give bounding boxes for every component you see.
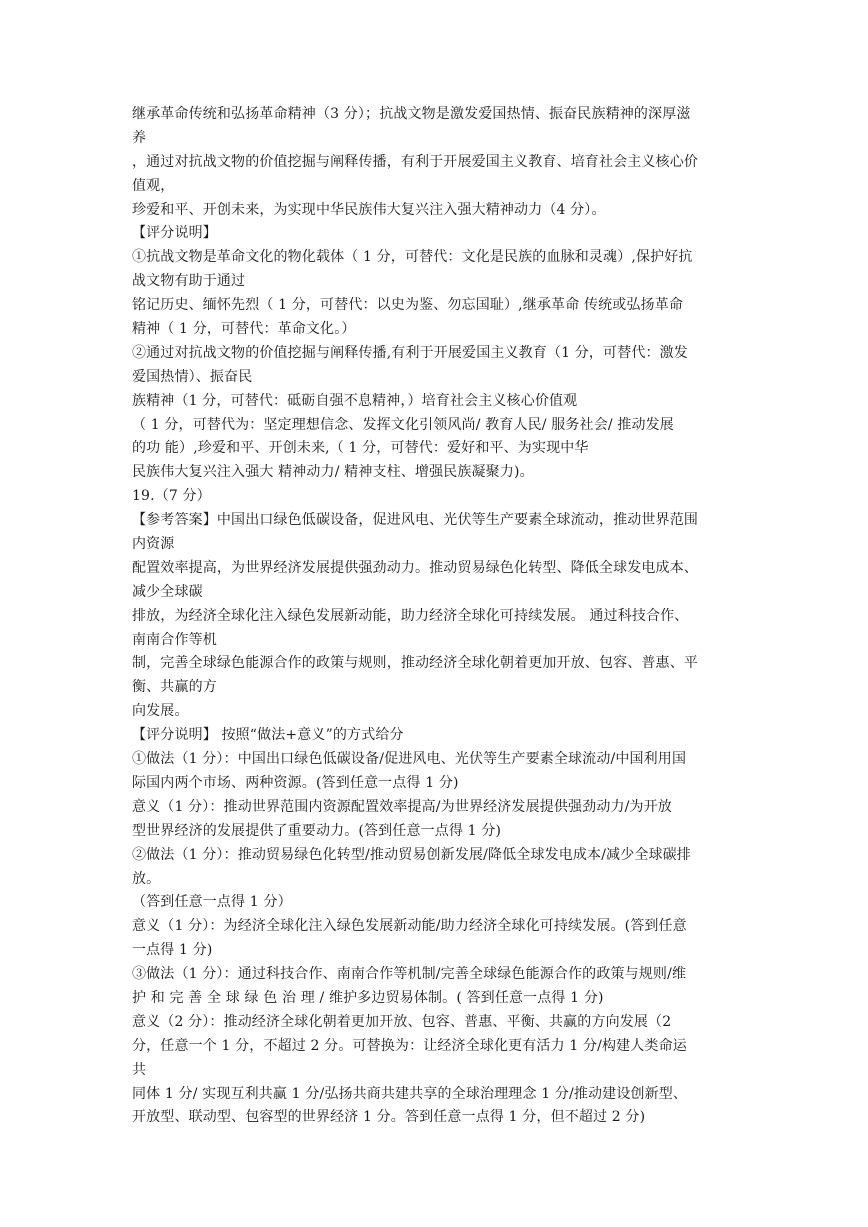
text-line: 意义（1 分）：推动世界范围内资源配置效率提高/为世界经济发展提供强劲动力/为开放 — [132, 798, 672, 815]
text-line: 一点得 1 分) — [132, 942, 213, 959]
text-line: ①抗战文物是革命文化的物化载体（ 1 分，可替代：文化是民族的血脉和灵魂）,保护好抗 — [132, 249, 693, 266]
text-line: 珍爱和平、开创未来，为实现中华民族伟大复兴注入强大精神动力（4 分）。 — [132, 201, 606, 218]
text-line: 制，完善全球绿色能源合作的政策与规则，推动经济全球化朝着更加开放、包容、普惠、平 — [132, 655, 698, 672]
text-line: 值观， — [132, 177, 175, 194]
text-line: 护 和 完 善 全 球 绿 色 治 理 / 维护多边贸易体制。( 答到任意一点得 1 分) — [132, 989, 604, 1006]
text-line: ①做法（1 分）：中国出口绿色低碳设备/促进风电、光伏等生产要素全球流动/中国利用国 — [132, 751, 687, 768]
text-line: （答到任意一点得 1 分） — [132, 894, 292, 911]
text-line: 意义（1 分）：为经济全球化注入绿色发展新动能/助力经济全球化可持续发展。(答到任意 — [132, 918, 687, 935]
text-line: 的功 能）,珍爱和平、开创未来,（ 1 分，可替代：爱好和平、为实现中华 — [132, 440, 589, 457]
text-line: 铭记历史、缅怀先烈（ 1 分，可替代：以史为鉴、勿忘国耻）,继承革命 传统或弘扬革命 — [132, 297, 684, 314]
text-line: 继承革命传统和弘扬革命精神（3 分）；抗战文物是激发爱国热情、振奋民族精神的深厚滋 — [132, 106, 691, 122]
text-line: 型世界经济的发展提供了重要动力。(答到任意一点得 1 分) — [132, 822, 502, 839]
document-body — [132, 103, 742, 1130]
text-line: 爱国热情）、振奋民 — [132, 368, 253, 385]
text-line: 精神（ 1 分，可替代：革命文化。） — [132, 321, 356, 338]
text-line: 战文物有助于通过 — [132, 273, 246, 290]
text-line: 意义（2 分）：推动经济全球化朝着更加开放、包容、普惠、平衡、共赢的方向发展（2 — [132, 1013, 672, 1030]
text-line: 衡、共赢的方 — [132, 679, 217, 696]
text-line: 养 — [132, 129, 147, 146]
text-line: 【评分说明】 — [132, 225, 217, 242]
text-line: 内资源 — [132, 536, 175, 553]
text-line: 族精神（1 分，可替代：砥砺自强不息精神，）培育社会主义核心价值观 — [132, 392, 578, 409]
text-line: ③做法（1 分）：通过科技合作、南南合作等机制/完善全球绿色能源合作的政策与规则/维 — [132, 966, 687, 983]
text-line: ，通过对抗战文物的价值挖掘与阐释传播，有利于开展爱国主义教育、培育社会主义核心价 — [132, 153, 698, 170]
text-line: 民族伟大复兴注入强大 精神动力/ 精神支柱、增强民族凝聚力)。 — [132, 464, 534, 481]
text-line: 开放型、联动型、包容型的世界经济 1 分。答到任意一点得 1 分，但不超过 2 分) — [132, 1109, 646, 1126]
text-line: 排放，为经济全球化注入绿色发展新动能，助力经济全球化可持续发展。 通过科技合作、 — [132, 607, 689, 624]
text-line: ②通过对抗战文物的价值挖掘与阐释传播,有利于开展爱国主义教育（1 分，可替代：激发 — [132, 344, 688, 361]
text-line: （ 1 分，可替代为：坚定理想信念、发挥文化引领风尚/ 教育人民/ 服务社会/ 推动发展 — [132, 416, 674, 433]
text-line: 减少全球碳 — [132, 583, 203, 600]
text-line: 分，任意一个 1 分，不超过 2 分。可替换为：让经济全球化更有活力 1 分/构建人类命运 — [132, 1037, 687, 1054]
text-line: 向发展。 — [132, 703, 189, 720]
text-line: 同体 1 分/ 实现互利共赢 1 分/弘扬共商共建共享的全球治理理念 1 分/推动建设创新型、 — [132, 1085, 688, 1102]
text-line: 放。 — [132, 870, 161, 887]
text-line: 【参考答案】中国出口绿色低碳设备，促进风电、光伏等生产要素全球流动，推动世界范围 — [132, 512, 698, 529]
text-line: 19.（7 分） — [132, 488, 211, 505]
text-line: 际国内两个市场、两种资源。(答到任意一点得 1 分) — [132, 774, 459, 791]
text-line: 南南合作等机 — [132, 631, 217, 648]
text-line: 【评分说明】 按照“做法+意义”的方式给分 — [132, 727, 404, 744]
text-line: 配置效率提高，为世界经济发展提供强劲动力。推动贸易绿色化转型、降低全球发电成本、 — [132, 559, 698, 576]
text-line: ②做法（1 分）：推动贸易绿色化转型/推动贸易创新发展/降低全球发电成本/减少全球碳排 — [132, 846, 691, 863]
text-line: 共 — [132, 1061, 147, 1078]
